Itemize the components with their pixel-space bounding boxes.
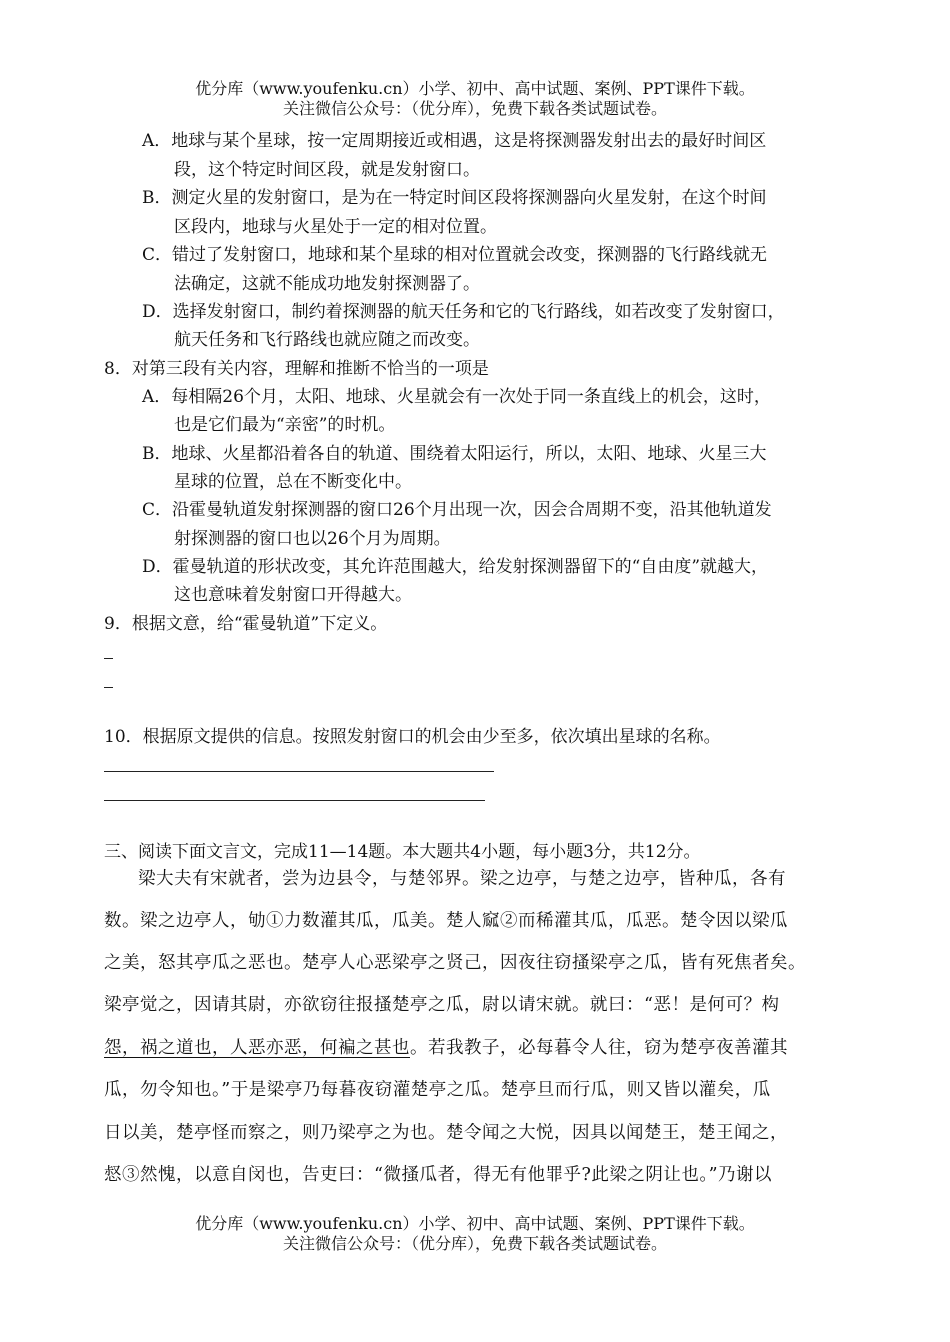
footer-line-1: 优分库（www.youfenku.cn）小学、初中、高中试题、案例、PPT课件下载。 (195, 1214, 755, 1233)
q8-option-a-cont: 也是它们最为“亲密”的时机。 (174, 415, 396, 435)
q10-answer-line-1[interactable] (104, 771, 494, 772)
classical-text-line-1: 梁大夫有宋就者，尝为边县令，与楚邻界。梁之边亭，与楚之边亭，皆种瓜，各有 (138, 869, 786, 889)
classical-text-line-6: 瓜，勿令知也。”于是梁亭乃每暮夜窃灌楚亭之瓜。楚亭旦而行瓜，则又皆以灌矣，瓜 (104, 1080, 771, 1100)
footer-line-2: 关注微信公众号：（优分库），免费下载各类试题试卷。 (282, 1234, 667, 1253)
q8-option-b-cont: 星球的位置，总在不断变化中。 (174, 472, 412, 492)
q7-option-c: C．错过了发射窗口，地球和某个星球的相对位置就会改变，探测器的飞行路线就无 (142, 245, 768, 265)
q9-answer-blank-2[interactable] (104, 687, 113, 688)
section3-heading: 三、阅读下面文言文，完成11—14题。本大题共4小题，每小题3分，共12分。 (104, 842, 701, 862)
q8-option-d: D．霍曼轨道的形状改变，其允许范围越大，给发射探测器留下的“自由度”就越大， (142, 557, 769, 577)
q8-option-d-cont: 这也意味着发射窗口开得越大。 (174, 585, 412, 605)
q7-option-d: D．选择发射窗口，制约着探测器的航天任务和它的飞行路线，如若改变了发射窗口， (142, 302, 785, 322)
q8-option-c-cont: 射探测器的窗口也以26个月为周期。 (174, 529, 451, 549)
q10-stem: 10．根据原文提供的信息。按照发射窗口的机会由少至多，依次填出星球的名称。 (104, 727, 721, 747)
q7-option-a: A．地球与某个星球，按一定周期接近或相遇，这是将探测器发射出去的最好时间区 (142, 131, 767, 151)
q7-option-b-cont: 区段内，地球与火星处于一定的相对位置。 (174, 217, 497, 237)
classical-text-line-7: 日以美，楚亭怪而察之，则乃梁亭之为也。楚令闻之大悦，因具以闻楚王，楚王闻之， (104, 1123, 788, 1143)
classical-text-line-5 (104, 1035, 788, 1061)
header-line-1: 优分库（www.youfenku.cn）小学、初中、高中试题、案例、PPT课件下载。 (195, 79, 755, 98)
q8-stem: 8．对第三段有关内容，理解和推断不恰当的一项是 (104, 359, 489, 379)
classical-text-line-2: 数。梁之边亭人，劬①力数灌其瓜，瓜美。楚人窳②而稀灌其瓜，瓜恶。楚令因以梁瓜 (104, 911, 788, 931)
classical-text-line-3: 之美，怒其亭瓜之恶也。楚亭人心恶梁亭之贤己，因夜往窃搔梁亭之瓜，皆有死焦者矣。 (104, 953, 806, 973)
q7-option-a-cont: 段，这个特定时间区段，就是发射窗口。 (174, 160, 480, 180)
q8-option-a: A．每相隔26个月，太阳、地球、火星就会有一次处于同一条直线上的机会，这时， (142, 387, 771, 407)
q7-option-c-cont: 法确定，这就不能成功地发射探测器了。 (174, 274, 480, 294)
classical-text-line-5-rest: 。若我教子，必每暮令人往，窃为楚亭夜善灌其 (410, 1038, 788, 1058)
q9-stem: 9．根据文意，给“霍曼轨道”下定义。 (104, 614, 388, 634)
q9-answer-blank-1[interactable] (104, 658, 113, 659)
underlined-sentence: 怨，祸之道也，人恶亦恶，何褊之甚也 (104, 1038, 410, 1058)
q8-option-b: B．地球、火星都沿着各自的轨道、围绕着太阳运行，所以，太阳、地球、火星三大 (142, 444, 767, 464)
q7-option-b: B．测定火星的发射窗口，是为在一特定时间区段将探测器向火星发射，在这个时间 (142, 188, 767, 208)
q10-answer-line-2[interactable] (104, 800, 485, 801)
classical-text-line-4: 梁亭觉之，因请其尉，亦欲窃往报搔楚亭之瓜，尉以请宋就。就曰：“恶！是何可？构 (104, 995, 780, 1015)
classical-text-line-8: 惄③然愧，以意自闵也，告吏曰：“微搔瓜者，得无有他罪乎?此梁之阴让也。”乃谢以 (104, 1165, 773, 1185)
q7-option-d-cont: 航天任务和飞行路线也就应随之而改变。 (174, 330, 480, 350)
q8-option-c: C．沿霍曼轨道发射探测器的窗口26个月出现一次，因会合周期不变，沿其他轨道发 (142, 500, 772, 520)
header-line-2: 关注微信公众号：（优分库），免费下载各类试题试卷。 (282, 99, 667, 118)
